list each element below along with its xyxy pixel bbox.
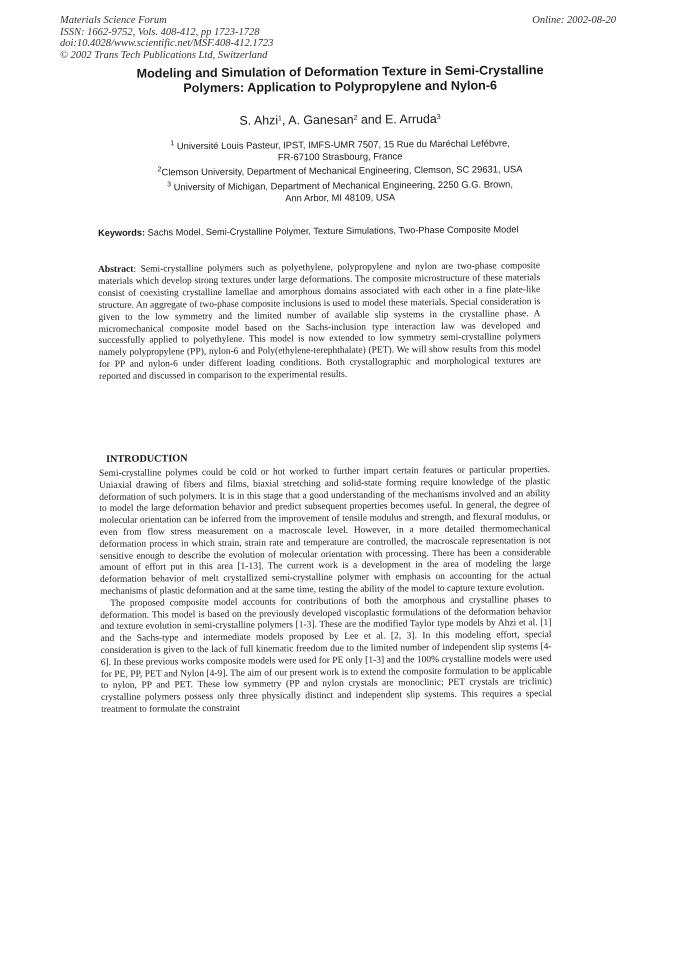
introduction-paragraph-2: The proposed composite model accounts for contributions of both the amorphous and crystalline phases to deformation. This model is based on the previously developed viscoplastic formulations of the deformation behavior and texture evolution in semi-crystalline polymers [1-3]. These are the modified Taylor type models by Ahzi et al. [1] and the Sachs-type and intermediate models proposed by Lee et al. [2, 3]. In this modeling effort, special consideration is given to the lack of full kinematic freedom due to the limited number of independent slip systems [4-6]. In these previous works composite models were used for PE only [1-3] and the 100% crystalline models were used for PE, PP, PET and Nylon [4-9]. The aim of our present work is to extend the composite formulation to be applicable to nylon, PP and PET. These low symmetry (PP and nylon crystals are monoclinic; PET crystals are triclinic) crystalline polymers possess only three physically distinct and independent slip systems. This requires a special treatment to formulate the constraint <box>100 594 553 715</box>
section-heading-introduction: INTRODUCTION <box>106 453 188 465</box>
affiliation-3 <box>90 178 590 206</box>
author-2: , A. Ganesan <box>281 112 354 128</box>
author-list <box>90 111 590 129</box>
affiliation-2 <box>90 163 590 179</box>
online-date: Online: 2002-08-20 <box>532 15 616 26</box>
author-1-affil: 1 <box>278 115 282 123</box>
affiliation-1-line-1: Université Louis Pasteur, IPST, IMFS-UMR 7507, 15 Rue du Maréchal Lefébvre, <box>176 137 510 152</box>
keywords-text: Sachs Model, Semi-Crystalline Polymer, Texture Simulations, Two-Phase Composite Model <box>144 224 519 238</box>
keywords-block <box>98 224 540 239</box>
affiliation-1-line-2: FR-67100 Strasbourg, France <box>277 149 403 162</box>
abstract-label: Abstract <box>98 264 134 275</box>
author-3-affil: 3 <box>436 113 441 121</box>
author-2-affil: 2 <box>353 114 358 122</box>
affiliation-3-line-2: Ann Arbor, MI 48109, USA <box>285 190 396 203</box>
author-1: S. Ahzi <box>239 113 279 128</box>
affiliation-1 <box>90 137 590 165</box>
keywords-label: Keywords: <box>98 227 146 238</box>
introduction-paragraph-1: Semi-crystalline polymes could be cold or hot worked to further impart certain features or particular properties. Uniaxial drawing of fibers and films, biaxial stretching and solid-state forming require knowledge of the plastic deformation of such polymers. It is in this stage that a good understanding of the mechanisms involved and an ability to model the large deformation behavior and predict subsequent properties becomes useful. In general, the degree of molecular orientation can be inferred from the improvement of tensile modulus and strength, and flexural modulus, or even from flow stress measurement on a macroscale level. However, in a more detailed thermomechanical deformation process in which strain, strain rate and temperature are controlled, the macroscale representation is not sensitive enough to describe the evolution of molecular orientation with processing. There has been a considerable amount of effort put in this area [1-13]. The current work is a development in the area of modeling the large deformation behavior of melt crystallized semi-crystalline polymer with emphasis on accounting for the actual mechanisms of plastic deformation and at the same time, testing the ability of the model to capture texture evolution. <box>99 465 551 597</box>
journal-header <box>60 15 273 61</box>
issn-line: ISSN: 1662-9752, Vols. 408-412, pp 1723-1728 <box>60 26 260 38</box>
journal-name: Materials Science Forum <box>60 15 167 26</box>
abstract-block <box>98 261 541 384</box>
title-line-2: Polymers: Application to Polypropylene and Nylon-6 <box>183 78 498 96</box>
paper-title <box>90 63 590 97</box>
affiliation-3-marker: 3 <box>167 181 172 189</box>
affiliation-1-marker: 1 <box>170 140 175 148</box>
affiliation-2-marker: 2 <box>157 166 162 174</box>
affiliation-3-line-1: University of Michigan, Department of Mechanical Engineering, 2250 G.G. Brown, <box>173 178 513 193</box>
abstract-text: : Semi-crystalline polymers such as polyethylene, polypropylene and nylon are two-phase composite materials which develop strong textures under large deformations. The composite microstructure of these materials consist of coexisting crystalline lamellae and amorphous domains associated with each other in a fine plate-like structure. An aggregate of two-phase composite inclusions is used to model these materials. Special consideration is given to the low symmetry and the limited number of available slip systems in the crystalline phase. A micromechanical composite model based on the Sachs-inclusion type interaction law was developed and successfully applied to polyethylene. This model is now extended to low symmetry semi-crystalline polymers namely polypropylene (PP), nylon-6 and Poly(ethylene-terephthalate) (PET). We will show results from this model for PP and nylon-6 under different loading conditions. Both crystallographic and morphological textures are reported and discussed in comparison to the experimental results. <box>98 261 541 383</box>
affiliation-2-text: Clemson University, Department of Mechanical Engineering, Clemson, SC 29631, USA <box>161 163 523 178</box>
doi-line[interactable]: doi:10.4028/www.scientific.net/MSF.408-412.1723 <box>60 38 274 50</box>
author-3: and E. Arruda <box>357 111 437 127</box>
introduction-body <box>99 465 552 717</box>
copyright-line: © 2002 Trans Tech Publications Ltd, Switzerland <box>60 49 268 61</box>
title-line-1: Modeling and Simulation of Deformation Texture in Semi-Crystalline <box>136 63 544 81</box>
